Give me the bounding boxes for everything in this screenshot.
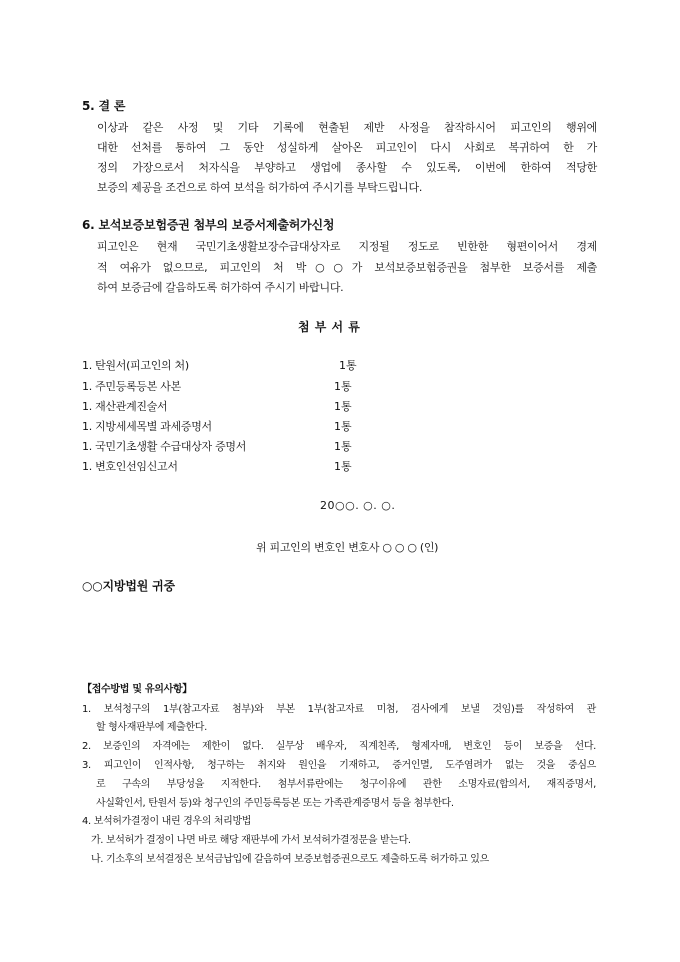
section-5-line: 대한 선처를 통하여 그 동안 성실하게 살아온 피고인이 다시 사회로 복귀하여 한 가	[97, 141, 597, 154]
section-6-line: 피고인은 현재 국민기초생활보장수급대상자로 지정될 정도로 빈한한 형편이어서 경제	[97, 240, 597, 253]
section-5-heading: 5. 결 론	[82, 99, 126, 113]
attachments-title: 첨 부 서 류	[298, 320, 361, 334]
attachment-item: 1. 주민등록등본 사본	[82, 380, 181, 393]
section-5-line: 이상과 같은 사정 및 기타 기록에 현출된 제반 사정을 참작하시어 피고인의 행위에	[97, 121, 597, 134]
attachment-count: 1통	[334, 420, 352, 433]
notice-line: 할 형사재판부에 제출한다.	[96, 722, 207, 733]
notice-line: 1. 보석청구의 1부(참고자료 첨부)와 부본 1부(참고자료 미첨, 검사에게 보낼 것임)를 작성하여 관	[82, 704, 596, 715]
attachment-count: 1통	[339, 359, 357, 372]
attachment-count: 1통	[334, 380, 352, 393]
notice-line: 사실확인서, 탄원서 등)와 청구인의 주민등록등본 또는 가족관계증명서 등을 첨부한다.	[96, 798, 454, 809]
notice-line: 가. 보석허가 결정이 나면 바로 해당 재판부에 가서 보석허가결정문을 받는다.	[91, 835, 411, 846]
attachment-item: 1. 지방세세목별 과세증명서	[82, 420, 212, 433]
notice-line: 3. 피고인이 인적사항, 청구하는 취지와 원인을 기재하고, 증거인멸, 도주염려가 없는 것을 중심으	[82, 760, 596, 771]
notice-line: 로 구속의 부당성을 지적한다. 첨부서류란에는 청구이유에 관한 소명자료(합의서, 재직증명서,	[96, 779, 596, 790]
notice-line: 나. 기소후의 보석결정은 보석금납입에 갈음하여 보증보험증권으로도 제출하도록 허가하고 있으	[91, 854, 489, 865]
court-addressee: ○○지방법원 귀중	[82, 579, 175, 593]
section-6-line: 하여 보증금에 갈음하도록 허가하여 주시기 바랍니다.	[97, 281, 344, 294]
document-date: 20○○. ○. ○.	[320, 499, 396, 512]
notice-line: 2. 보증인의 자격에는 제한이 없다. 실무상 배우자, 직계친족, 형제자매, 변호인 등이 보증을 선다.	[82, 741, 596, 752]
attachment-count: 1통	[334, 400, 352, 413]
section-5-line: 보증의 제공을 조건으로 하여 보석을 허가하여 주시기를 부탁드립니다.	[97, 181, 423, 194]
signature-line: 위 피고인의 변호인 변호사 ○ ○ ○ (인)	[256, 541, 439, 554]
attachment-item: 1. 재산관계진술서	[82, 400, 168, 413]
notice-line: 4. 보석허가결정이 내린 경우의 처리방법	[82, 816, 252, 827]
attachment-item: 1. 국민기초생활 수급대상자 증명서	[82, 440, 247, 453]
attachment-item: 1. 변호인선임신고서	[82, 460, 178, 473]
notice-title: 【접수방법 및 유의사항】	[82, 684, 193, 695]
attachment-count: 1통	[334, 440, 352, 453]
section-6-heading: 6. 보석보증보험증권 첨부의 보증서제출허가신청	[82, 218, 335, 232]
section-5-line: 정의 가장으로서 처자식을 부양하고 생업에 종사할 수 있도록, 이번에 한하여 적당한	[97, 161, 597, 174]
section-6-line: 적 여유가 없으므로, 피고인의 처 박○○가 보석보증보험증권을 첨부한 보증서를 제출	[97, 261, 597, 274]
attachment-item: 1. 탄원서(피고인의 처)	[82, 359, 189, 372]
attachment-count: 1통	[334, 460, 352, 473]
